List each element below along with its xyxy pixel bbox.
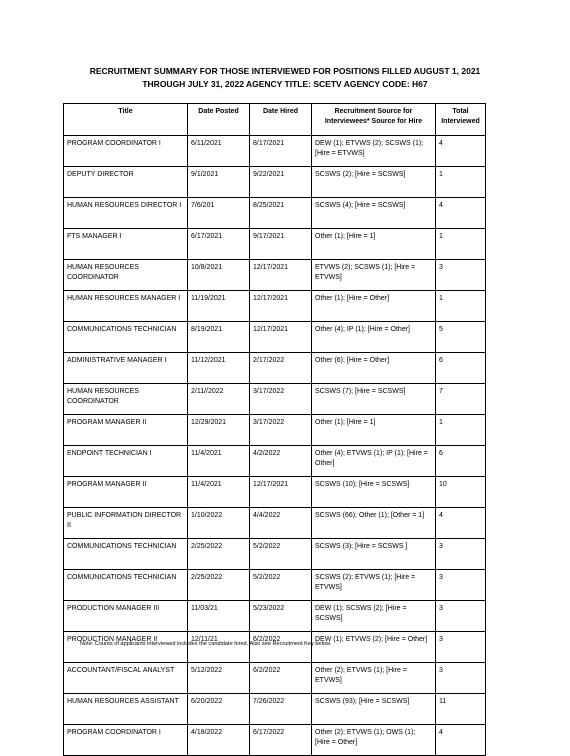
- cell-total-interviewed: 1: [436, 167, 486, 198]
- cell-date-posted: 11/12/2021: [188, 353, 250, 384]
- cell-date-posted: 2/11//2022: [188, 384, 250, 415]
- table-row: [64, 663, 486, 694]
- footnote: Note: Counts of applicants interviewed includes the candidate hired. Also see Recruitment Key below.: [80, 641, 332, 647]
- header-title: Title: [64, 104, 188, 136]
- cell-title: HUMAN RESOURCES COORDINATOR: [64, 384, 188, 415]
- cell-recruitment-source: SCSWS (7); [Hire = SCSWS]: [312, 384, 436, 415]
- table-row: [64, 539, 486, 570]
- table-row: [64, 632, 486, 663]
- cell-date-posted: 11/4/2021: [188, 446, 250, 477]
- cell-title: ADMINISTRATIVE MANAGER I: [64, 353, 188, 384]
- cell-title: FTS MANAGER I: [64, 229, 188, 260]
- cell-date-posted: 4/18/2022: [188, 725, 250, 756]
- cell-date-posted: 6/20/2022: [188, 694, 250, 725]
- table-row: [64, 694, 486, 725]
- table-row: [64, 508, 486, 539]
- cell-title: PROGRAM MANAGER II: [64, 477, 188, 508]
- cell-date-hired: 7/26/2022: [250, 694, 312, 725]
- cell-total-interviewed: 1: [436, 229, 486, 260]
- cell-recruitment-source: Other (2); ETVWS (1); OWS (1); [Hire = Other]: [312, 725, 436, 756]
- cell-total-interviewed: 6: [436, 446, 486, 477]
- header-date-posted: Date Posted: [188, 104, 250, 136]
- cell-recruitment-source: SCSWS (10); [Hire = SCSWS]: [312, 477, 436, 508]
- cell-date-hired: 8/17/2021: [250, 136, 312, 167]
- cell-date-posted: 11/19/2021: [188, 291, 250, 322]
- cell-title: PRODUCTION MANAGER II: [64, 632, 188, 663]
- table-row: [64, 601, 486, 632]
- table-row: [64, 322, 486, 353]
- cell-date-hired: 8/25/2021: [250, 198, 312, 229]
- cell-total-interviewed: 4: [436, 508, 486, 539]
- table-row: [64, 229, 486, 260]
- cell-title: PROGRAM MANAGER II: [64, 415, 188, 446]
- cell-recruitment-source: SCSWS (2); [Hire = SCSWS]: [312, 167, 436, 198]
- table-row: [64, 136, 486, 167]
- cell-date-posted: 9/1/2021: [188, 167, 250, 198]
- cell-title: COMMUNICATIONS TECHNICIAN: [64, 322, 188, 353]
- cell-total-interviewed: 3: [436, 632, 486, 663]
- cell-date-hired: 5/23/2022: [250, 601, 312, 632]
- cell-total-interviewed: 4: [436, 198, 486, 229]
- cell-date-hired: 6/17/2022: [250, 725, 312, 756]
- cell-date-posted: 12/11/21: [188, 632, 250, 663]
- cell-title: ACCOUNTANT/FISCAL ANALYST: [64, 663, 188, 694]
- cell-date-posted: 11/4/2021: [188, 477, 250, 508]
- cell-total-interviewed: 11: [436, 694, 486, 725]
- cell-recruitment-source: SCSWS (2); ETVWS (1); [Hire = ETVWS]: [312, 570, 436, 601]
- cell-total-interviewed: 4: [436, 725, 486, 756]
- table-row: [64, 570, 486, 601]
- table-row: [64, 415, 486, 446]
- table-header-row: [64, 104, 486, 136]
- cell-date-posted: 8/19/2021: [188, 322, 250, 353]
- cell-total-interviewed: 4: [436, 136, 486, 167]
- table-row: [64, 384, 486, 415]
- cell-date-hired: 5/2/2022: [250, 570, 312, 601]
- table-row: [64, 291, 486, 322]
- cell-title: HUMAN RESOURCES DIRECTOR I: [64, 198, 188, 229]
- cell-date-posted: 2/25/2022: [188, 539, 250, 570]
- recruitment-table: [63, 103, 486, 756]
- cell-total-interviewed: 10: [436, 477, 486, 508]
- cell-date-hired: 3/17/2022: [250, 415, 312, 446]
- cell-date-posted: 1/10/2022: [188, 508, 250, 539]
- cell-total-interviewed: 3: [436, 663, 486, 694]
- cell-date-posted: 2/25/2022: [188, 570, 250, 601]
- cell-title: HUMAN RESOURCES MANAGER I: [64, 291, 188, 322]
- cell-recruitment-source: SCSWS (93); [Hire = SCSWS]: [312, 694, 436, 725]
- cell-recruitment-source: DEW (1); ETVWS (2); SCSWS (1); [Hire = ETVWS]: [312, 136, 436, 167]
- table-row: [64, 446, 486, 477]
- cell-title: HUMAN RESOURCES COORDINATOR: [64, 260, 188, 291]
- cell-date-posted: 10/8/2021: [188, 260, 250, 291]
- cell-total-interviewed: 6: [436, 353, 486, 384]
- cell-title: COMMUNICATIONS TECHNICIAN: [64, 539, 188, 570]
- table-row: [64, 725, 486, 756]
- cell-total-interviewed: 5: [436, 322, 486, 353]
- cell-total-interviewed: 1: [436, 415, 486, 446]
- document-title: [0, 65, 570, 91]
- cell-date-hired: 12/17/2021: [250, 291, 312, 322]
- table-row: [64, 167, 486, 198]
- cell-title: PROGRAM COORDINATOR I: [64, 725, 188, 756]
- header-recruitment-source: Recruitment Source for Interviewees* Source for Hire: [312, 104, 436, 136]
- cell-date-hired: 5/2/2022: [250, 539, 312, 570]
- cell-date-hired: 6/2/2022: [250, 663, 312, 694]
- cell-title: DEPUTY DIRECTOR: [64, 167, 188, 198]
- cell-date-hired: 4/4/2022: [250, 508, 312, 539]
- cell-title: PROGRAM COORDINATOR I: [64, 136, 188, 167]
- table-row: [64, 198, 486, 229]
- cell-title: PUBLIC INFORMATION DIRECTOR II: [64, 508, 188, 539]
- cell-date-hired: 4/2/2022: [250, 446, 312, 477]
- cell-total-interviewed: 7: [436, 384, 486, 415]
- cell-date-hired: 9/22/2021: [250, 167, 312, 198]
- table-row: [64, 477, 486, 508]
- cell-recruitment-source: ETVWS (2); SCSWS (1); [Hire = ETVWS]: [312, 260, 436, 291]
- cell-recruitment-source: DEW (1); ETVWS (2); [Hire = Other]: [312, 632, 436, 663]
- cell-recruitment-source: SCSWS (3); [Hire = SCSWS ]: [312, 539, 436, 570]
- cell-date-posted: 5/12/2022: [188, 663, 250, 694]
- cell-total-interviewed: 1: [436, 291, 486, 322]
- table-body: [64, 136, 486, 756]
- cell-total-interviewed: 3: [436, 570, 486, 601]
- cell-date-posted: 6/11/2021: [188, 136, 250, 167]
- cell-recruitment-source: Other (2); ETVWS (1); [Hire = ETVWS]: [312, 663, 436, 694]
- cell-title: ENDPOINT TECHNICIAN I: [64, 446, 188, 477]
- cell-title: PRODUCTION MANAGER III: [64, 601, 188, 632]
- title-line-2: THROUGH JULY 31, 2022 AGENCY TITLE: SCETV AGENCY CODE: H67: [142, 79, 428, 89]
- cell-total-interviewed: 3: [436, 539, 486, 570]
- cell-total-interviewed: 3: [436, 601, 486, 632]
- cell-recruitment-source: SCSWS (4); [Hire = SCSWS]: [312, 198, 436, 229]
- cell-title: HUMAN RESOURCES ASSISTANT: [64, 694, 188, 725]
- cell-date-hired: 6/2/2022: [250, 632, 312, 663]
- cell-date-posted: 6/17/2021: [188, 229, 250, 260]
- cell-date-posted: 11/03/21: [188, 601, 250, 632]
- cell-date-hired: 2/17/2022: [250, 353, 312, 384]
- cell-date-posted: 7/6/201: [188, 198, 250, 229]
- cell-recruitment-source: Other (1); [Hire = 1]: [312, 415, 436, 446]
- cell-date-hired: 3/17/2022: [250, 384, 312, 415]
- cell-date-hired: 12/17/2021: [250, 477, 312, 508]
- cell-recruitment-source: DEW (1); SCSWS (2); [Hire = SCSWS]: [312, 601, 436, 632]
- cell-recruitment-source: Other (1); [Hire = Other]: [312, 291, 436, 322]
- title-line-1: RECRUITMENT SUMMARY FOR THOSE INTERVIEWED FOR POSITIONS FILLED AUGUST 1, 2021: [89, 66, 481, 76]
- cell-date-hired: 12/17/2021: [250, 322, 312, 353]
- table-row: [64, 260, 486, 291]
- cell-date-hired: 12/17/2021: [250, 260, 312, 291]
- header-date-hired: Date Hired: [250, 104, 312, 136]
- cell-date-posted: 12/29/2021: [188, 415, 250, 446]
- table-row: [64, 353, 486, 384]
- cell-recruitment-source: Other (1); [Hire = 1]: [312, 229, 436, 260]
- cell-title: COMMUNICATIONS TECHNICIAN: [64, 570, 188, 601]
- cell-recruitment-source: SCSWS (66); Other (1); [Other = 1]: [312, 508, 436, 539]
- cell-total-interviewed: 3: [436, 260, 486, 291]
- cell-recruitment-source: Other (6); [Hire = Other]: [312, 353, 436, 384]
- cell-date-hired: 9/17/2021: [250, 229, 312, 260]
- header-total-interviewed: Total Interviewed: [436, 104, 486, 136]
- cell-recruitment-source: Other (4); IP (1); [Hire = Other]: [312, 322, 436, 353]
- cell-recruitment-source: Other (4); ETVWS (1); IP (1); [Hire = Other]: [312, 446, 436, 477]
